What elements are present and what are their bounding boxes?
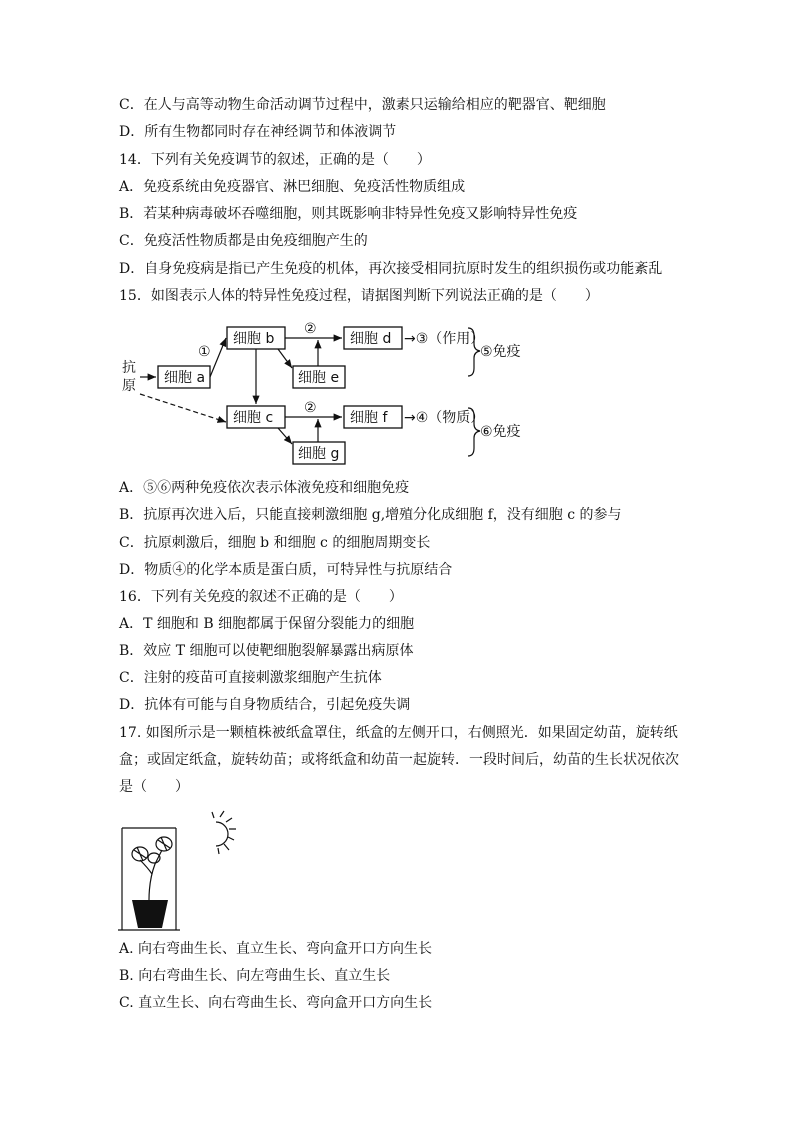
cell-d-label: 细胞 d bbox=[350, 331, 392, 347]
q17-option-a: A. 向右弯曲生长、直立生长、弯向盒开口方向生长 bbox=[119, 941, 433, 957]
output-4: →④（物质） bbox=[404, 410, 485, 426]
cell-a-label: 细胞 a bbox=[164, 370, 206, 386]
cell-c-label: 细胞 c bbox=[233, 410, 274, 426]
q16-option-c: C．注射的疫苗可直接刺激浆细胞产生抗体 bbox=[119, 670, 382, 686]
output-3: →③（作用） bbox=[404, 331, 485, 347]
option-d-prev: D．所有生物都同时存在神经调节和体液调节 bbox=[119, 124, 397, 140]
question-15: 15．如图表示人体的特异性免疫过程，请据图判断下列说法正确的是（ ） bbox=[119, 288, 599, 304]
mark-2-bottom: ② bbox=[304, 400, 317, 416]
q16-option-d: D．抗体有可能与自身物质结合，引起免疫失调 bbox=[119, 697, 411, 713]
q14-option-d: D．自身免疫病是指已产生免疫的机体，再次接受相同抗原时发生的组织损伤或功能紊乱 bbox=[119, 261, 663, 277]
q15-option-c: C．抗原刺激后，细胞 b 和细胞 c 的细胞周期变长 bbox=[119, 535, 431, 551]
arrow-a-b bbox=[210, 338, 226, 377]
immune-6-label: ⑥免疫 bbox=[480, 424, 521, 440]
q14-option-a: A．免疫系统由免疫器官、淋巴细胞、免疫活性物质组成 bbox=[119, 179, 466, 195]
question-16: 16．下列有关免疫的叙述不正确的是（ ） bbox=[119, 589, 403, 605]
leaf-icon bbox=[132, 837, 172, 863]
cell-g-label: 细胞 g bbox=[298, 446, 340, 462]
cell-b-label: 细胞 b bbox=[233, 331, 275, 347]
question-17-line2: 盒；或固定纸盒，旋转幼苗；或将纸盒和幼苗一起旋转．一段时间后，幼苗的生长状况依次 bbox=[119, 752, 679, 768]
mark-2-top: ② bbox=[304, 321, 317, 337]
arrow-b-e bbox=[278, 349, 292, 368]
question-14: 14．下列有关免疫调节的叙述，正确的是（ ） bbox=[119, 152, 431, 168]
antigen-label-1: 抗 bbox=[122, 360, 136, 376]
sun-icon bbox=[212, 811, 236, 854]
q16-option-b: B．效应 T 细胞可以使靶细胞裂解暴露出病原体 bbox=[119, 643, 414, 659]
question-17-line1: 17. 如图所示是一颗植株被纸盒罩住，纸盒的左侧开口，右侧照光．如果固定幼苗，旋转纸 bbox=[119, 725, 678, 741]
cell-f-label: 细胞 f bbox=[350, 410, 388, 426]
q17-option-c: C. 直立生长、向右弯曲生长、弯向盒开口方向生长 bbox=[119, 995, 433, 1011]
arrow-antigen-c bbox=[140, 394, 226, 422]
arrow-c-g bbox=[278, 428, 292, 444]
mark-1: ① bbox=[198, 344, 211, 360]
q14-option-b: B．若某种病毒破坏吞噬细胞，则其既影响非特异性免疫又影响特异性免疫 bbox=[119, 206, 578, 222]
question-17-line3: 是（ ） bbox=[119, 779, 189, 795]
q15-option-d: D．物质④的化学本质是蛋白质，可特异性与抗原结合 bbox=[119, 562, 453, 578]
q16-option-a: A．T 细胞和 B 细胞都属于保留分裂能力的细胞 bbox=[119, 616, 415, 632]
q14-option-c: C．免疫活性物质都是由免疫细胞产生的 bbox=[119, 233, 368, 249]
immune-5-label: ⑤免疫 bbox=[480, 344, 521, 360]
plant-box-illustration bbox=[118, 802, 238, 932]
immune-process-diagram bbox=[118, 316, 538, 468]
q17-option-b: B. 向右弯曲生长、向左弯曲生长、直立生长 bbox=[119, 968, 391, 984]
flower-pot bbox=[132, 900, 168, 928]
q15-option-b: B．抗原再次进入后，只能直接刺激细胞 g,增殖分化成细胞 f，没有细胞 c 的参与 bbox=[119, 507, 622, 523]
antigen-label-2: 原 bbox=[122, 378, 136, 394]
cell-e-label: 细胞 e bbox=[298, 370, 340, 386]
q15-option-a: A．⑤⑥两种免疫依次表示体液免疫和细胞免疫 bbox=[119, 480, 410, 496]
option-c-prev: C．在人与高等动物生命活动调节过程中，激素只运输给相应的靶器官、靶细胞 bbox=[119, 97, 606, 113]
